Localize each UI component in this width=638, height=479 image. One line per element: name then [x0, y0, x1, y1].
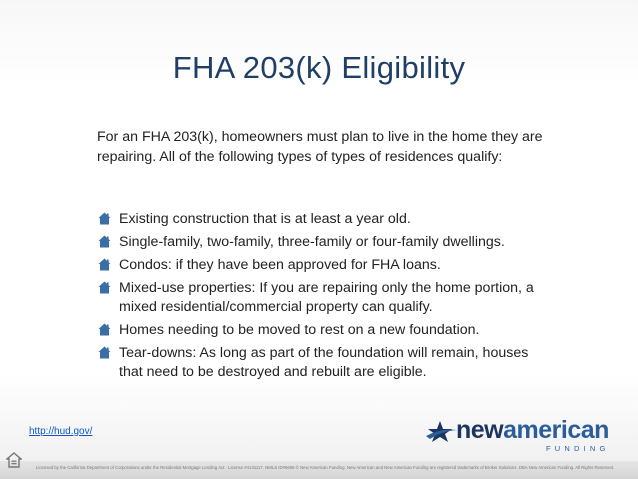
- list-item: [97, 256, 537, 275]
- brand-subtitle: FUNDING: [546, 444, 610, 453]
- house-icon: [98, 281, 111, 294]
- list-item-text: Tear-downs: As long as part of the foundation will remain, houses that need to be destroyed and rebuilt are eligible.: [119, 345, 529, 380]
- list-item: [97, 233, 537, 252]
- list-item: [97, 279, 537, 317]
- hud-source-link[interactable]: http://hud.gov/: [29, 426, 93, 437]
- footer-bar: [0, 461, 638, 479]
- brand-name: [456, 416, 609, 445]
- brand-logo: [426, 417, 630, 457]
- legal-disclaimer: Licensed by the California Department of Corporations under the Residential Mortgage Lending Act · License #4131117. NMLS ID#6606 © New American Funding. New American and New American Funding are registered trademarks of Broker Solutions. DBA New American Funding. All Rights Reserved.: [36, 465, 615, 470]
- brand-name-part2: american: [503, 416, 609, 444]
- house-icon: [98, 323, 111, 336]
- list-item-text: Condos: if they have been approved for FHA loans.: [119, 257, 441, 273]
- list-item-text: Homes needing to be moved to rest on a new foundation.: [119, 322, 480, 338]
- slide-title: FHA 203(k) Eligibility: [172, 50, 466, 85]
- house-icon: [98, 346, 111, 359]
- list-item: [97, 321, 537, 340]
- list-item: [97, 210, 537, 229]
- brand-name-part1: new: [456, 416, 504, 444]
- house-icon: [98, 212, 111, 225]
- house-icon: [98, 258, 111, 271]
- intro-paragraph: For an FHA 203(k), homeowners must plan to live in the home they are repairing. All of the following types of types of residences qualify:: [97, 129, 543, 165]
- list-item-text: Single-family, two-family, three-family or four-family dwellings.: [119, 234, 505, 250]
- eligibility-list: [97, 210, 537, 386]
- equal-housing-icon: [6, 452, 22, 468]
- star-swoosh-icon: [426, 419, 458, 445]
- list-item-text: Mixed-use properties: If you are repairing only the home portion, a mixed residential/commercial property can qualify.: [119, 280, 534, 315]
- list-item-text: Existing construction that is at least a year old.: [119, 211, 411, 227]
- list-item: [97, 344, 537, 382]
- house-icon: [98, 235, 111, 248]
